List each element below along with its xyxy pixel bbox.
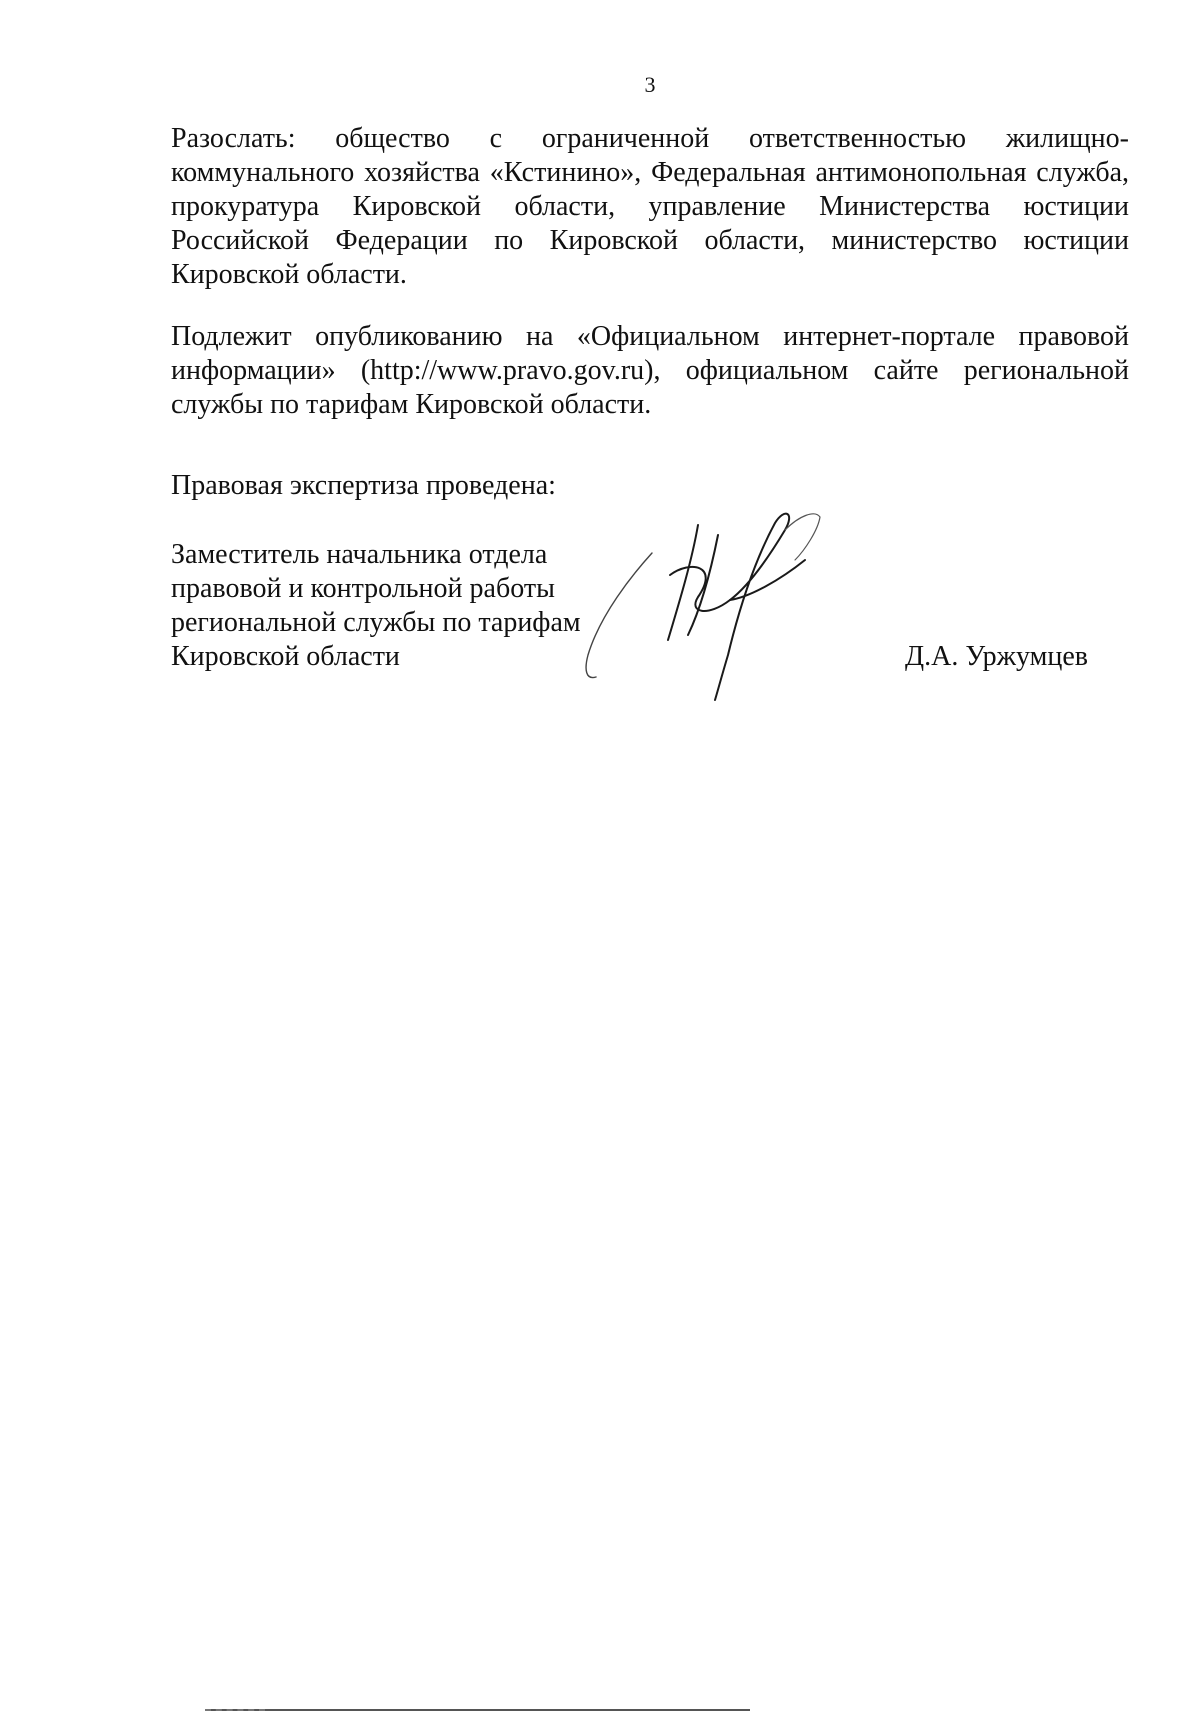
- signatory-position-line: правовой и контрольной работы: [171, 573, 555, 604]
- distribution-list: Разослать: общество с ограниченной ответственностью жилищно-коммунального хозяйства «Кстинино», Федеральная антимонопольная служба, прокуратура Кировской области, управление Министерства юстиции Российской Федерации по Кировской области, министерство юстиции Кировской области.: [171, 123, 1129, 290]
- signatory-position-line: Кировской области: [171, 641, 400, 672]
- footer-divider: [210, 1709, 750, 1711]
- signatory-position-line: Заместитель начальника отдела: [171, 539, 548, 570]
- signatory-name: Д.А. Уржумцев: [905, 641, 1089, 672]
- page-number: 3: [644, 72, 656, 97]
- legal-expertise-note: Правовая экспертиза проведена:: [171, 470, 556, 501]
- signatory-position-line: региональной службы по тарифам: [171, 607, 581, 638]
- signatory-position: [171, 538, 611, 674]
- publication-note: Подлежит опубликованию на «Официальном интернет-портале правовой информации» (http://www.pravo.gov.ru), официальном сайте региональной службы по тарифам Кировской области.: [171, 321, 1129, 420]
- footer-divider-dash: [205, 1709, 265, 1711]
- handwritten-signature: [580, 505, 860, 705]
